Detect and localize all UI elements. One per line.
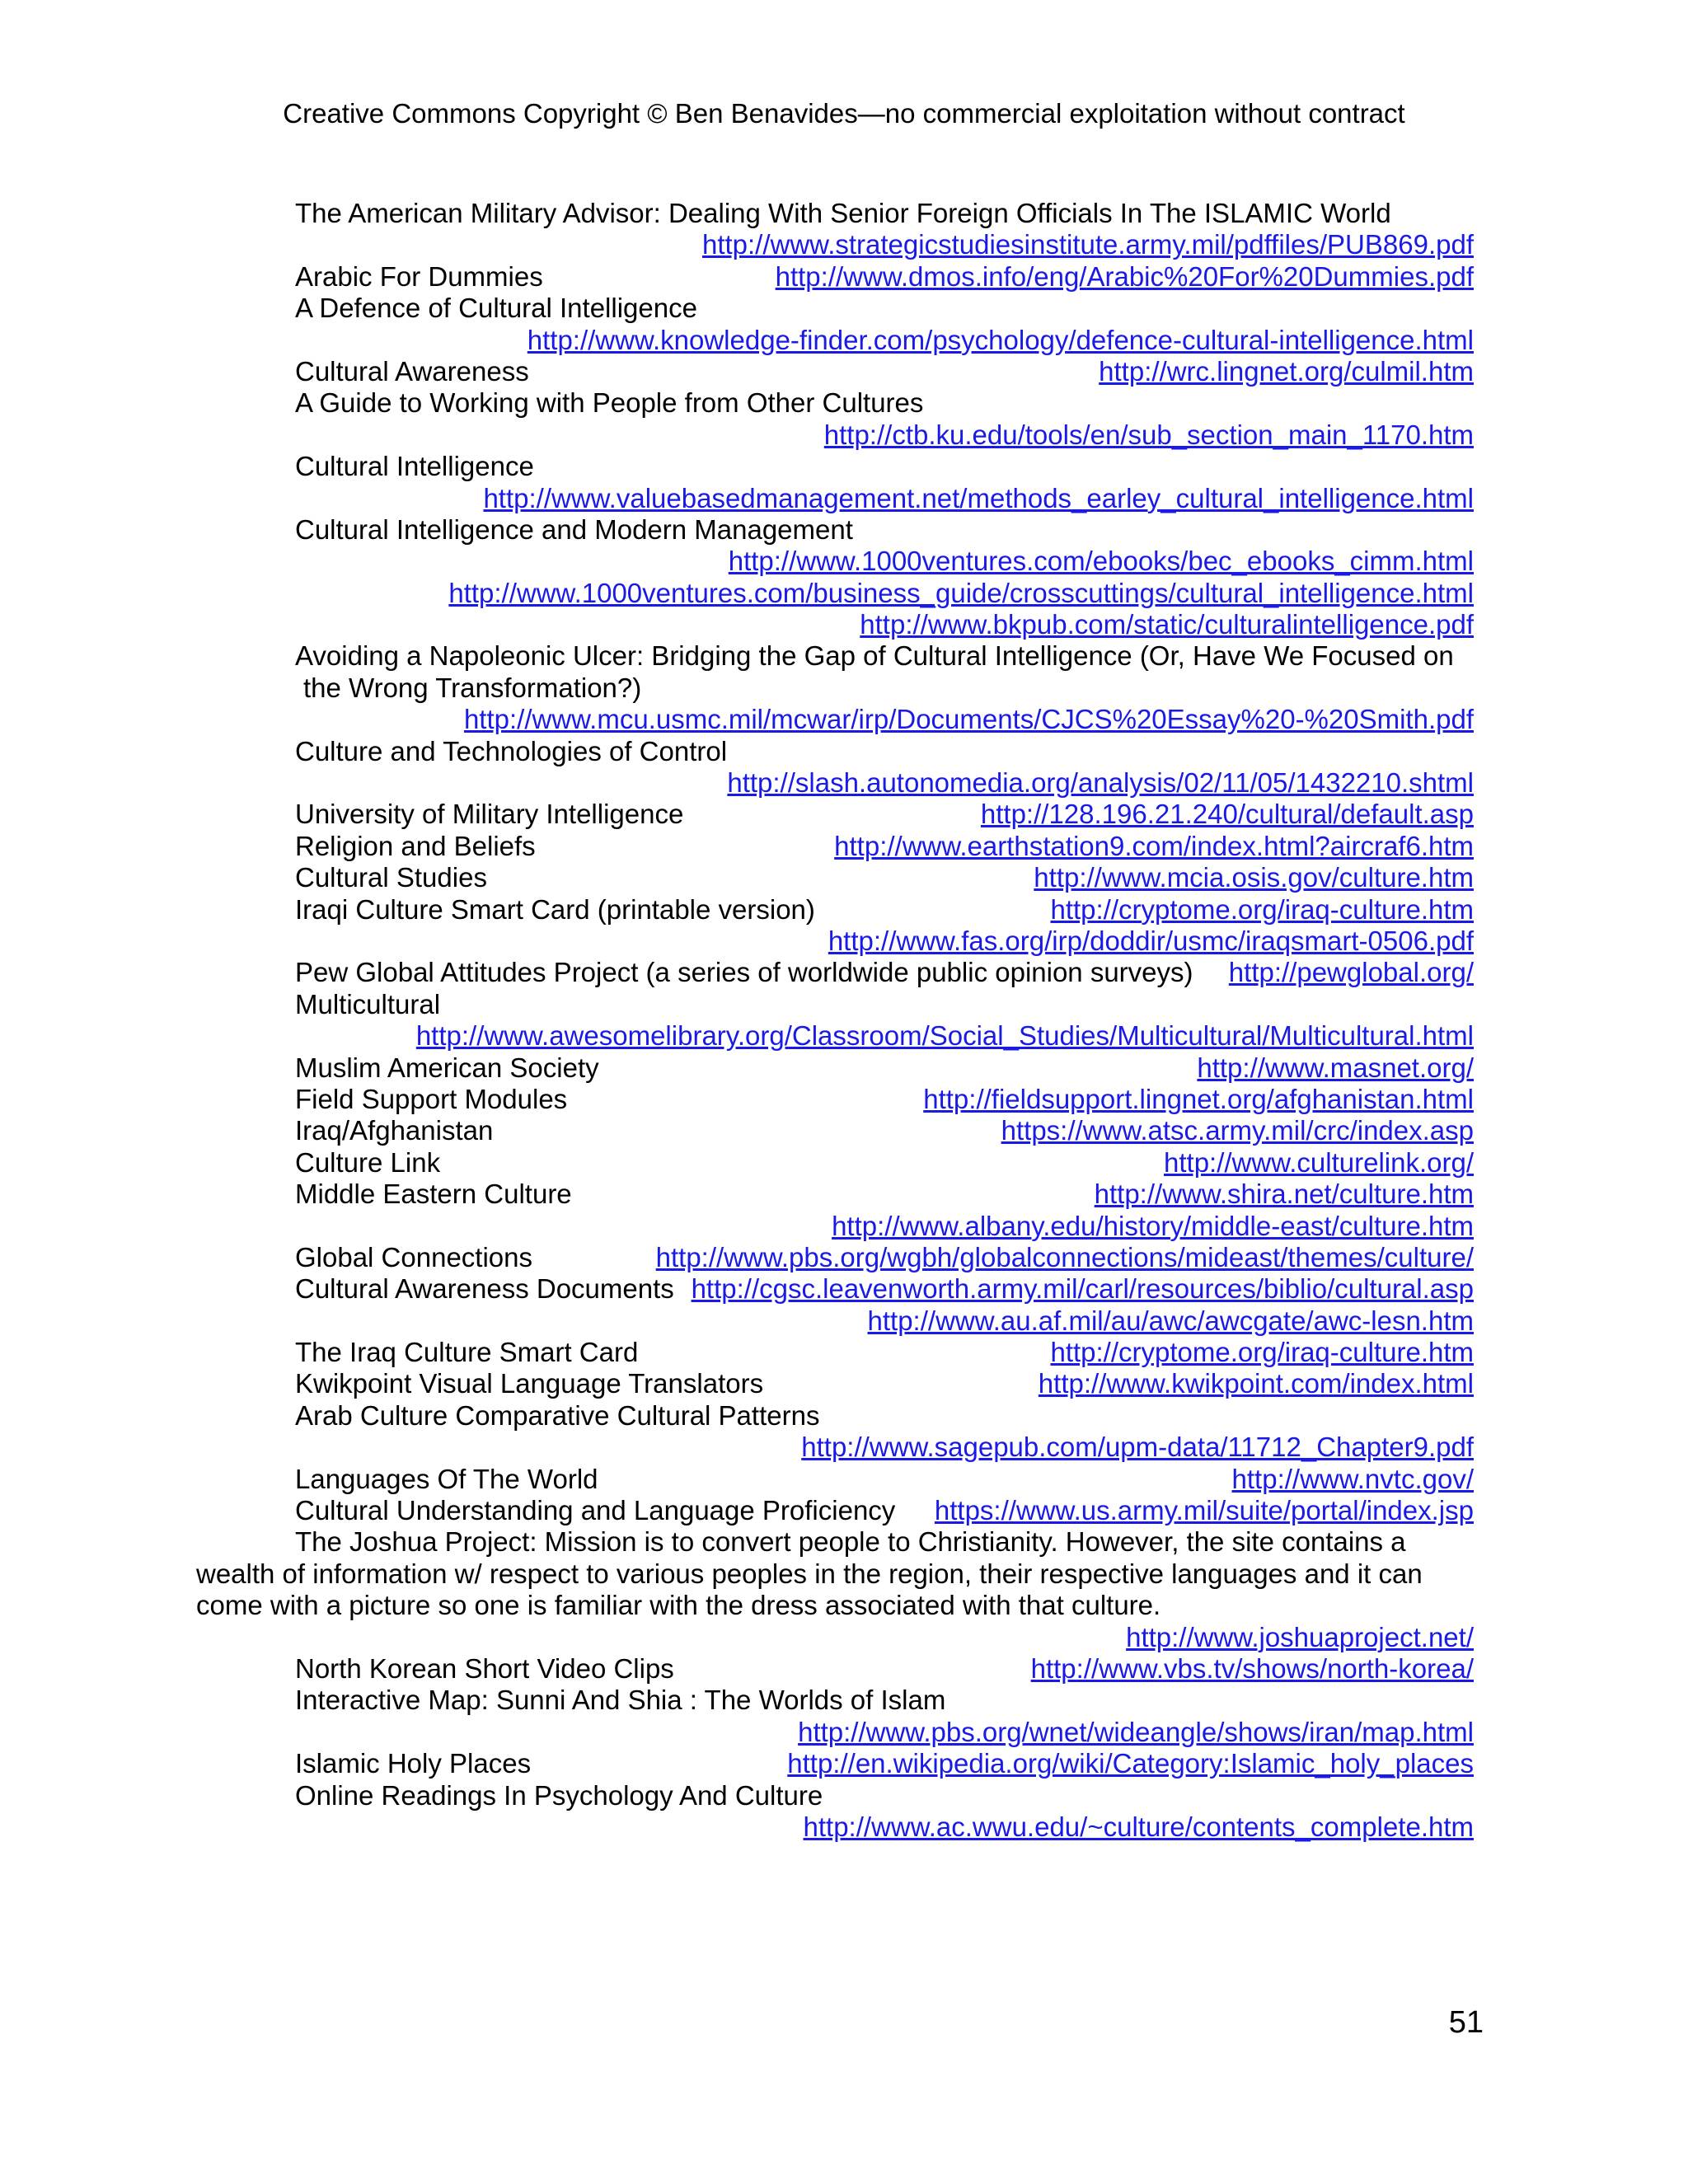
list-item	[295, 957, 1474, 988]
entry-paragraph: The Joshua Project: Mission is to convert people to Christianity. However, the site contains a wealth of information w/ respect to various peoples in the region, their respective languages and it can come with a picture so one is familiar with the dress associated with that culture.	[196, 1526, 1423, 1621]
list-item	[295, 609, 1474, 640]
list-item	[295, 1020, 1474, 1052]
list-item	[295, 862, 1474, 893]
entry-link[interactable]: http://www.pbs.org/wnet/wideangle/shows/iran/map.html	[798, 1716, 1474, 1747]
list-item	[295, 229, 1474, 260]
entry-title: Kwikpoint Visual Language Translators	[295, 1368, 764, 1399]
list-item	[295, 1368, 1474, 1399]
entry-title: Iraqi Culture Smart Card (printable version)	[295, 893, 815, 925]
entry-title: Cultural Understanding and Language Proficiency	[295, 1495, 896, 1526]
list-item	[295, 1400, 1474, 1432]
list-item	[295, 325, 1474, 356]
entry-title: Cultural Studies	[295, 862, 487, 893]
entry-title: A Guide to Working with People from Other Cultures	[295, 387, 924, 419]
entry-link[interactable]: http://www.mcu.usmc.mil/mcwar/irp/Documents/CJCS%20Essay%20-%20Smith.pdf	[463, 704, 1474, 735]
entry-link[interactable]: http://www.strategicstudiesinstitute.army.mil/pdffiles/PUB869.pdf	[701, 229, 1474, 260]
list-item	[295, 387, 1474, 419]
entry-link[interactable]: http://www.awesomelibrary.org/Classroom/Social_Studies/Multicultural/Multicultural.html	[415, 1020, 1474, 1052]
list-item	[295, 831, 1474, 862]
entry-title: The American Military Advisor: Dealing With Senior Foreign Officials In The ISLAMIC World	[295, 198, 1391, 228]
entry-title: Avoiding a Napoleonic Ulcer: Bridging the Gap of Cultural Intelligence (Or, Have We Focused on	[295, 640, 1454, 672]
list-item	[295, 1464, 1474, 1495]
list-item	[295, 1242, 1474, 1273]
list-item	[295, 1305, 1474, 1337]
entry-title: Field Support Modules	[295, 1083, 568, 1114]
entry-link[interactable]: https://www.atsc.army.mil/crc/index.asp	[1001, 1115, 1474, 1146]
list-item	[295, 1052, 1474, 1084]
entry-link[interactable]: http://ctb.ku.edu/tools/en/sub_section_main_1170.htm	[823, 419, 1474, 450]
list-item	[295, 1685, 1474, 1716]
entry-title: Middle Eastern Culture	[295, 1179, 572, 1210]
entry-link[interactable]: http://www.vbs.tv/shows/north-korea/	[1030, 1653, 1474, 1685]
list-item	[295, 1147, 1474, 1179]
entry-title: Arab Culture Comparative Cultural Patterns	[295, 1399, 820, 1431]
list-item	[295, 640, 1474, 672]
entry-link[interactable]: http://www.albany.edu/history/middle-east/culture.htm	[832, 1210, 1474, 1241]
entry-link[interactable]: http://www.shira.net/culture.htm	[1094, 1179, 1474, 1210]
list-item	[295, 673, 1474, 704]
page-header: Creative Commons Copyright © Ben Benavides—no commercial exploitation without contract	[283, 98, 1405, 129]
entry-title: Pew Global Attitudes Project (a series of worldwide public opinion surveys)	[295, 957, 1193, 988]
entry-title: North Korean Short Video Clips	[295, 1653, 674, 1685]
list-item	[295, 1432, 1474, 1463]
entry-link[interactable]: http://www.1000ventures.com/ebooks/bec_ebooks_cimm.html	[728, 546, 1474, 577]
entry-title: Cultural Intelligence and Modern Management	[295, 513, 853, 545]
entry-title: Online Readings In Psychology And Culture	[295, 1779, 823, 1811]
list-item	[295, 767, 1474, 799]
page-number: 51	[1448, 2005, 1484, 2040]
entry-title: Religion and Beliefs	[295, 830, 536, 861]
entry-link[interactable]: http://www.kwikpoint.com/index.html	[1038, 1368, 1474, 1399]
entry-link[interactable]: http://www.valuebasedmanagement.net/methods_earley_cultural_intelligence.html	[483, 482, 1474, 513]
entry-title: A Defence of Cultural Intelligence	[295, 293, 697, 324]
entry-link[interactable]: http://128.196.21.240/cultural/default.asp	[980, 799, 1474, 830]
list-item	[295, 198, 1474, 229]
entry-title: Culture and Technologies of Control	[295, 735, 728, 766]
list-item	[295, 1495, 1474, 1526]
entry-link[interactable]: http://slash.autonomedia.org/analysis/02/11/05/1432210.shtml	[727, 767, 1474, 799]
list-item	[295, 894, 1474, 926]
entry-title: The Iraq Culture Smart Card	[295, 1337, 639, 1368]
entry-link[interactable]: http://www.sagepub.com/upm-data/11712_Chapter9.pdf	[801, 1432, 1474, 1463]
entry-link[interactable]: http://www.dmos.info/eng/Arabic%20For%20Dummies.pdf	[775, 260, 1474, 292]
list-item	[295, 578, 1474, 609]
list-item	[295, 451, 1474, 482]
list-item	[295, 1811, 1474, 1843]
list-item	[295, 704, 1474, 735]
resource-list	[196, 198, 1474, 1843]
entry-link[interactable]: http://www.au.af.mil/au/awc/awcgate/awc-lesn.htm	[867, 1305, 1474, 1336]
list-item	[295, 261, 1474, 293]
entry-link[interactable]: http://www.nvtc.gov/	[1231, 1463, 1474, 1494]
entry-link[interactable]: http://pewglobal.org/	[1228, 957, 1474, 988]
list-item	[295, 1748, 1474, 1779]
entry-title: Cultural Awareness	[295, 355, 529, 387]
entry-title: University of Military Intelligence	[295, 799, 684, 830]
list-item	[295, 989, 1474, 1020]
entry-title: Cultural Awareness Documents	[295, 1273, 674, 1305]
entry-link[interactable]: http://www.masnet.org/	[1197, 1052, 1474, 1083]
list-item	[295, 1273, 1474, 1305]
list-item	[295, 514, 1474, 546]
entry-link[interactable]: http://cryptome.org/iraq-culture.htm	[1050, 1337, 1474, 1368]
list-item	[295, 1337, 1474, 1368]
list-item	[295, 799, 1474, 830]
entry-link[interactable]: http://www.pbs.org/wgbh/globalconnections/mideast/themes/culture/	[655, 1241, 1474, 1272]
entry-title: Cultural Intelligence	[295, 451, 534, 482]
list-item	[295, 736, 1474, 767]
entry-link[interactable]: https://www.us.army.mil/suite/portal/index.jsp	[934, 1495, 1474, 1526]
list-item	[295, 1653, 1474, 1685]
entry-title: Muslim American Society	[295, 1052, 599, 1083]
list-item	[295, 1179, 1474, 1210]
entry-title: Multicultural	[295, 988, 441, 1019]
entry-link[interactable]: http://www.fas.org/irp/doddir/usmc/iraqsmart-0506.pdf	[828, 925, 1474, 956]
entry-title: Culture Link	[295, 1146, 441, 1178]
entry-link[interactable]: http://cgsc.leavenworth.army.mil/carl/resources/biblio/cultural.asp	[691, 1273, 1474, 1305]
entry-link[interactable]: http://www.1000ventures.com/business_guide/crosscuttings/cultural_intelligence.html	[448, 577, 1474, 608]
entry-link[interactable]: http://wrc.lingnet.org/culmil.htm	[1099, 355, 1474, 387]
list-item	[295, 419, 1474, 451]
entry-link[interactable]: http://www.ac.wwu.edu/~culture/contents_complete.htm	[803, 1811, 1474, 1842]
entry-link[interactable]: http://www.culturelink.org/	[1164, 1146, 1474, 1178]
list-item	[295, 293, 1474, 324]
list-item	[295, 483, 1474, 514]
entry-link[interactable]: http://www.knowledge-finder.com/psychology/defence-cultural-intelligence.html	[527, 324, 1474, 355]
list-item	[295, 1622, 1474, 1653]
entry-title: Arabic For Dummies	[295, 260, 543, 292]
entry-link[interactable]: http://www.bkpub.com/static/culturalintelligence.pdf	[860, 609, 1474, 640]
entry-title: Interactive Map: Sunni And Shia : The Worlds of Islam	[295, 1685, 946, 1716]
entry-title: Islamic Holy Places	[295, 1748, 532, 1779]
entry-title: Global Connections	[295, 1241, 533, 1272]
list-item	[295, 356, 1474, 387]
entry-link[interactable]: http://cryptome.org/iraq-culture.htm	[1050, 893, 1474, 925]
list-item	[295, 926, 1474, 957]
entry-link[interactable]: http://en.wikipedia.org/wiki/Category:Islamic_holy_places	[787, 1748, 1474, 1779]
list-item	[295, 1780, 1474, 1811]
list-item	[295, 1717, 1474, 1748]
entry-link[interactable]: http://fieldsupport.lingnet.org/afghanistan.html	[923, 1083, 1474, 1114]
list-item	[295, 1115, 1474, 1146]
entry-title: Languages Of The World	[295, 1463, 598, 1494]
list-item	[295, 546, 1474, 577]
list-item	[295, 1084, 1474, 1115]
entry-link[interactable]: http://www.mcia.osis.gov/culture.htm	[1034, 862, 1474, 893]
entry-title-continued: the Wrong Transformation?)	[303, 672, 642, 703]
entry-link[interactable]: http://www.earthstation9.com/index.html?aircraf6.htm	[834, 830, 1474, 861]
list-item	[295, 1211, 1474, 1242]
entry-link[interactable]: http://www.joshuaproject.net/	[1126, 1621, 1474, 1652]
entry-title: Iraq/Afghanistan	[295, 1115, 494, 1146]
